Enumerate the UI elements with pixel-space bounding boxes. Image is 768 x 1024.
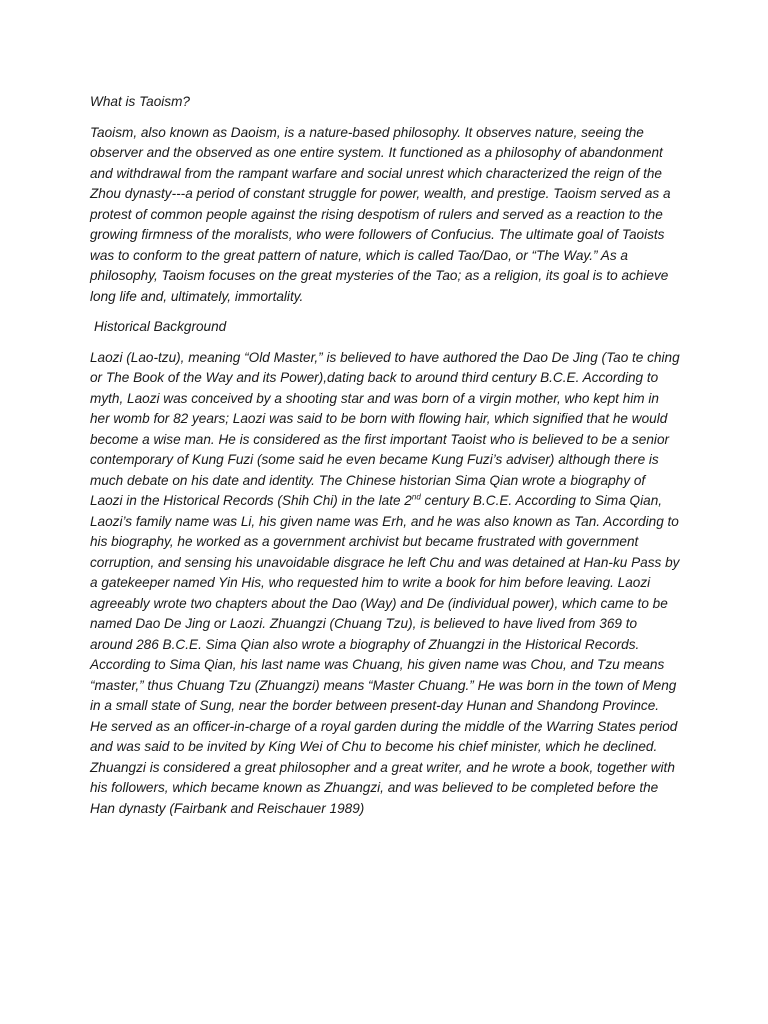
paragraph-historical-background [90, 348, 680, 820]
section-heading-what-is-taoism: What is Taoism? [90, 94, 190, 109]
document-page [90, 92, 680, 829]
paragraph-text-part2: century B.C.E. According to Sima Qian, Laozi’s family name was Li, his given name was Erh, and he was also known as Tan. According to his biography, he worked as a government archivist but became frustrated with government corruption, and sensing his unavoidable disgrace he left Chu and was detained at Han-ku Pass by a gatekeeper named Yin His, who requested him to write a book for him before leaving. Laozi agreeably wrote two chapters about the Dao (Way) and De (individual power), which came to be named Dao De Jing or Laozi. Zhuangzi (Chuang Tzu), is believed to have lived from 369 to around 286 B.C.E. Sima Qian also wrote a biography of Zhuangzi in the Historical Records. According to Sima Qian, his last name was Chuang, his given name was Chou, and Tzu means “master,” thus Chuang Tzu (Zhuangzi) means “Master Chuang.” He was born in the town of Meng in a small state of Sung, near the border between present-day Hunan and Shandong Province. He served as an officer-in-charge of a royal garden during the middle of the Warring States period and was said to be invited by King Wei of Chu to become his chief minister, which he declined. Zhuangzi is considered a great philosopher and a great writer, and he wrote a book, together with his followers, which became known as Zhuangzi, and was believed to be completed before the Han dynasty (Fairbank and Reischauer 1989) [90, 493, 680, 816]
paragraph-text-part1: Laozi (Lao-tzu), meaning “Old Master,” is believed to have authored the Dao De Jing (Tao te ching or The Book of the Way and its Power),dating back to around third century B.C.E. According to myth, Laozi was conceived by a shooting star and was born of a virgin mother, who kept him in her womb for 82 years; Laozi was said to be born with flowing hair, which signified that he would become a wise man. He is considered as the first important Taoist who is believed to be a senior contemporary of Kung Fuzi (some said he even became Kung Fuzi’s adviser) although there is much debate on his date and identity. The Chinese historian Sima Qian wrote a biography of Laozi in the Historical Records (Shih Chi) in the late 2 [90, 349, 680, 508]
paragraph-taoism-definition: Taoism, also known as Daoism, is a nature-based philosophy. It observes nature, seeing the observer and the observed as one entire system. It functioned as a philosophy of abandonment and withdrawal from the rampant warfare and social unrest which characterized the reign of the Zhou dynasty---a period of constant struggle for power, wealth, and prestige. Taoism served as a protest of common people against the rising despotism of rulers and served as a reaction to the growing firmness of the moralists, who were followers of Confucius. The ultimate goal of Taoists was to conform to the great pattern of nature, which is called Tao/Dao, or “The Way.” As a philosophy, Taoism focuses on the great mysteries of the Tao; as a religion, its goal is to achieve long life and, ultimately, immortality. [90, 124, 671, 304]
section-heading-historical-background: Historical Background [94, 319, 227, 334]
ordinal-superscript: nd [411, 492, 421, 502]
